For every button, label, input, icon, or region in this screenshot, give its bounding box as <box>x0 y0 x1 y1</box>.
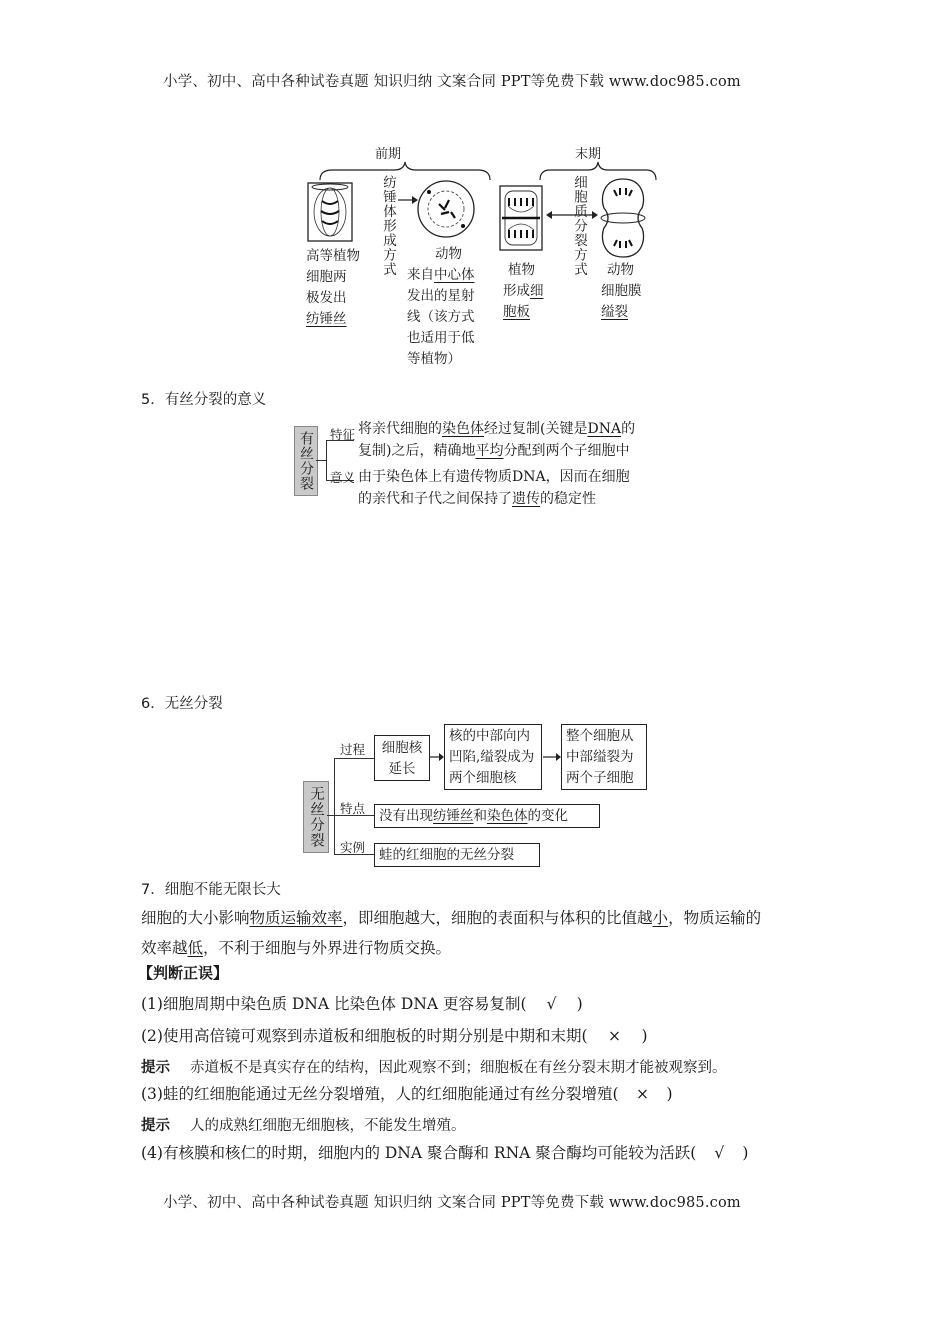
plant-cell-plate-image <box>498 184 544 252</box>
judge-tip3-label: 提示 <box>141 1118 170 1134</box>
animal-furrow-label-line3: 缢裂 <box>601 304 628 320</box>
meaning-text-b: 的亲代和子代之间保持了 <box>358 491 512 507</box>
amitosis-feature-tag: 特点 <box>340 801 366 816</box>
step-nucleus-elongate-text: 细胞核延长 <box>381 740 423 777</box>
judge-q2-close: ) <box>641 1027 648 1045</box>
animal-aster-label-line3: 发出的星射 <box>407 288 475 304</box>
step-nucleus-split-line3: 两个细胞核 <box>449 770 517 786</box>
feature-text-e: 的 <box>621 421 636 437</box>
feature-text-average: 平均 <box>475 443 504 459</box>
section-5-title: 5．有丝分裂的意义 <box>141 392 267 408</box>
feature-text-c: 经过复制(关键是 <box>484 421 588 437</box>
plant-spindle-cell-image <box>306 181 354 243</box>
mitosis-meaning-text <box>358 466 658 510</box>
feature-text-h: 分配到两个子细胞中 <box>503 443 630 459</box>
amitosis-feature-a: 没有出现 <box>379 808 433 824</box>
high-plant-label-line3: 极发出 <box>306 290 347 306</box>
paragraph-transport-efficiency: 物质运输效率 <box>249 909 343 927</box>
judge-q4-close: ) <box>742 1144 749 1162</box>
high-plant-label-line1: 高等植物 <box>306 248 360 264</box>
section-7-paragraph <box>141 903 831 963</box>
meaning-text-a: 由于染色体上有遗传物质DNA，因而在细胞 <box>358 469 630 485</box>
animal-aster-label <box>407 244 497 370</box>
animal-furrow-label-line1: 动物 <box>607 262 634 278</box>
judge-tip3 <box>141 1114 466 1135</box>
paragraph-c: ，即细胞越大，细胞的表面积与体积的比值越 <box>342 909 653 927</box>
meaning-text-d: 的稳定性 <box>540 491 596 507</box>
animal-aster-label-line1: 动物 <box>435 246 462 262</box>
animal-furrow-label-line2: 细胞膜 <box>601 283 642 299</box>
judge-q1-answer: √ <box>546 995 557 1013</box>
step-cell-split-line1: 整个细胞从 <box>566 728 634 744</box>
amitosis-feature-c: 和 <box>473 808 487 824</box>
cytokinesis-label: 细胞质分裂方式 <box>571 175 587 277</box>
judge-q4-answer: √ <box>714 1144 725 1162</box>
high-plant-label-line4: 纺锤丝 <box>306 311 347 327</box>
step-cell-split-line3: 两个子细胞 <box>566 770 634 786</box>
judge-q1-text: (1)细胞周期中染色质 DNA 比染色体 DNA 更容易复制( <box>141 995 527 1013</box>
example-tag: 实例 <box>340 840 366 855</box>
feature-text-dna: DNA <box>587 421 622 437</box>
animal-aster-label-line5: 也适用于低 <box>407 330 475 346</box>
judge-q1-close: ) <box>576 995 583 1013</box>
meaning-tag: 意义 <box>330 470 356 485</box>
judge-tip2-label: 提示 <box>141 1060 170 1076</box>
step-nucleus-split-line2: 凹陷,缢裂成为 <box>449 749 535 765</box>
judge-q4-text: (4)有核膜和核仁的时期，细胞内的 DNA 聚合酶和 RNA 聚合酶均可能较为活跃( <box>141 1144 697 1162</box>
step-arrow-1 <box>430 752 444 762</box>
judge-tip3-text: 人的成熟红细胞无细胞核，不能发生增殖。 <box>190 1118 466 1134</box>
plant-cell-plate-label-line2a: 形成 <box>503 283 530 299</box>
paragraph-e: ，物质运输的 <box>668 909 762 927</box>
amitosis-example-box <box>374 843 540 867</box>
amitosis-branch-v <box>334 758 335 854</box>
page-header: 小学、初中、高中各种试卷真题 知识归纳 文案合同 PPT等免费下载 www.doc985.com <box>163 74 741 90</box>
amitosis-feature-spindle: 纺锤丝 <box>433 808 474 824</box>
animal-aster-cell-image <box>415 178 477 240</box>
animal-aster-label-line2b: 中心体 <box>434 267 475 283</box>
paragraph-small: 小 <box>652 909 669 927</box>
judge-q4 <box>141 1138 748 1168</box>
judge-q2-answer: × <box>608 1027 622 1045</box>
prophase-title: 前期 <box>375 147 402 162</box>
step-arrow-2 <box>543 752 561 762</box>
judge-q3-answer: × <box>636 1085 650 1103</box>
animal-furrow-label <box>601 260 661 323</box>
plant-cell-plate-label-line2b: 细 <box>530 283 544 299</box>
paragraph-low: 低 <box>187 939 204 957</box>
paragraph-a: 细胞的大小影响 <box>141 909 250 927</box>
amitosis-feature-chromosome: 染色体 <box>487 808 528 824</box>
plant-cell-plate-label-line3: 胞板 <box>503 304 530 320</box>
telophase-title: 末期 <box>575 147 602 162</box>
spindle-formation-label: 纺锤体形成方式 <box>380 175 396 277</box>
feature-tag: 特征 <box>330 427 356 442</box>
plant-cell-plate-label-line1: 植物 <box>508 262 535 278</box>
plant-cell-plate-label <box>503 260 561 323</box>
section-6-title: 6．无丝分裂 <box>141 696 223 712</box>
judge-q3 <box>141 1079 673 1109</box>
amitosis-root-box: 无丝分裂 <box>303 781 329 853</box>
judge-q1 <box>141 989 583 1019</box>
judge-q2 <box>141 1021 648 1051</box>
high-plant-label-line2: 细胞两 <box>306 269 347 285</box>
paragraph-h: ，不利于细胞与外界进行物质交换。 <box>203 939 452 957</box>
mitosis-feature-text <box>358 418 658 462</box>
amitosis-example-text: 蛙的红细胞的无丝分裂 <box>379 847 514 863</box>
high-plant-label <box>306 246 378 330</box>
step-nucleus-elongate-box <box>374 735 430 781</box>
step-cell-split-box <box>561 724 647 790</box>
judge-tip2 <box>141 1056 727 1077</box>
judge-q2-text: (2)使用高倍镜可观察到赤道板和细胞板的时期分别是中期和末期( <box>141 1027 588 1045</box>
mitosis-root-box: 有丝分裂 <box>294 426 318 496</box>
meaning-text-heredity: 遗传 <box>512 491 540 507</box>
page-footer: 小学、初中、高中各种试卷真题 知识归纳 文案合同 PPT等免费下载 www.doc985.com <box>163 1195 741 1211</box>
feature-text-f: 复制)之后，精确地 <box>358 443 476 459</box>
mitosis-branch-h <box>316 460 326 461</box>
amitosis-feature-box <box>374 804 600 828</box>
step-nucleus-split-line1: 核的中部向内 <box>449 728 530 744</box>
judge-title: 【判断正误】 <box>138 964 229 982</box>
animal-membrane-furrow-image <box>598 176 648 260</box>
process-tag: 过程 <box>340 742 366 757</box>
step-nucleus-split-box <box>444 724 542 790</box>
animal-aster-label-line4: 线（该方式 <box>407 309 475 325</box>
judge-tip2-text: 赤道板不是真实存在的结构，因此观察不到；细胞板在有丝分裂末期才能被观察到。 <box>190 1060 727 1076</box>
judge-q3-text: (3)蛙的红细胞能通过无丝分裂增殖，人的红细胞能通过有丝分裂增殖( <box>141 1085 619 1103</box>
animal-aster-label-line6: 等植物） <box>407 351 461 367</box>
animal-aster-label-line2a: 来自 <box>407 267 434 283</box>
amitosis-branch-process <box>334 758 374 759</box>
section-7-title: 7．细胞不能无限长大 <box>141 882 281 898</box>
paragraph-f: 效率越 <box>141 939 188 957</box>
step-cell-split-line2: 中部缢裂为 <box>566 749 634 765</box>
judge-q3-close: ) <box>666 1085 673 1103</box>
feature-text-a: 将亲代细胞的 <box>358 421 442 437</box>
mitosis-branch-v <box>326 440 327 480</box>
feature-text-chromosome: 染色体 <box>442 421 484 437</box>
amitosis-feature-e: 的变化 <box>527 808 568 824</box>
